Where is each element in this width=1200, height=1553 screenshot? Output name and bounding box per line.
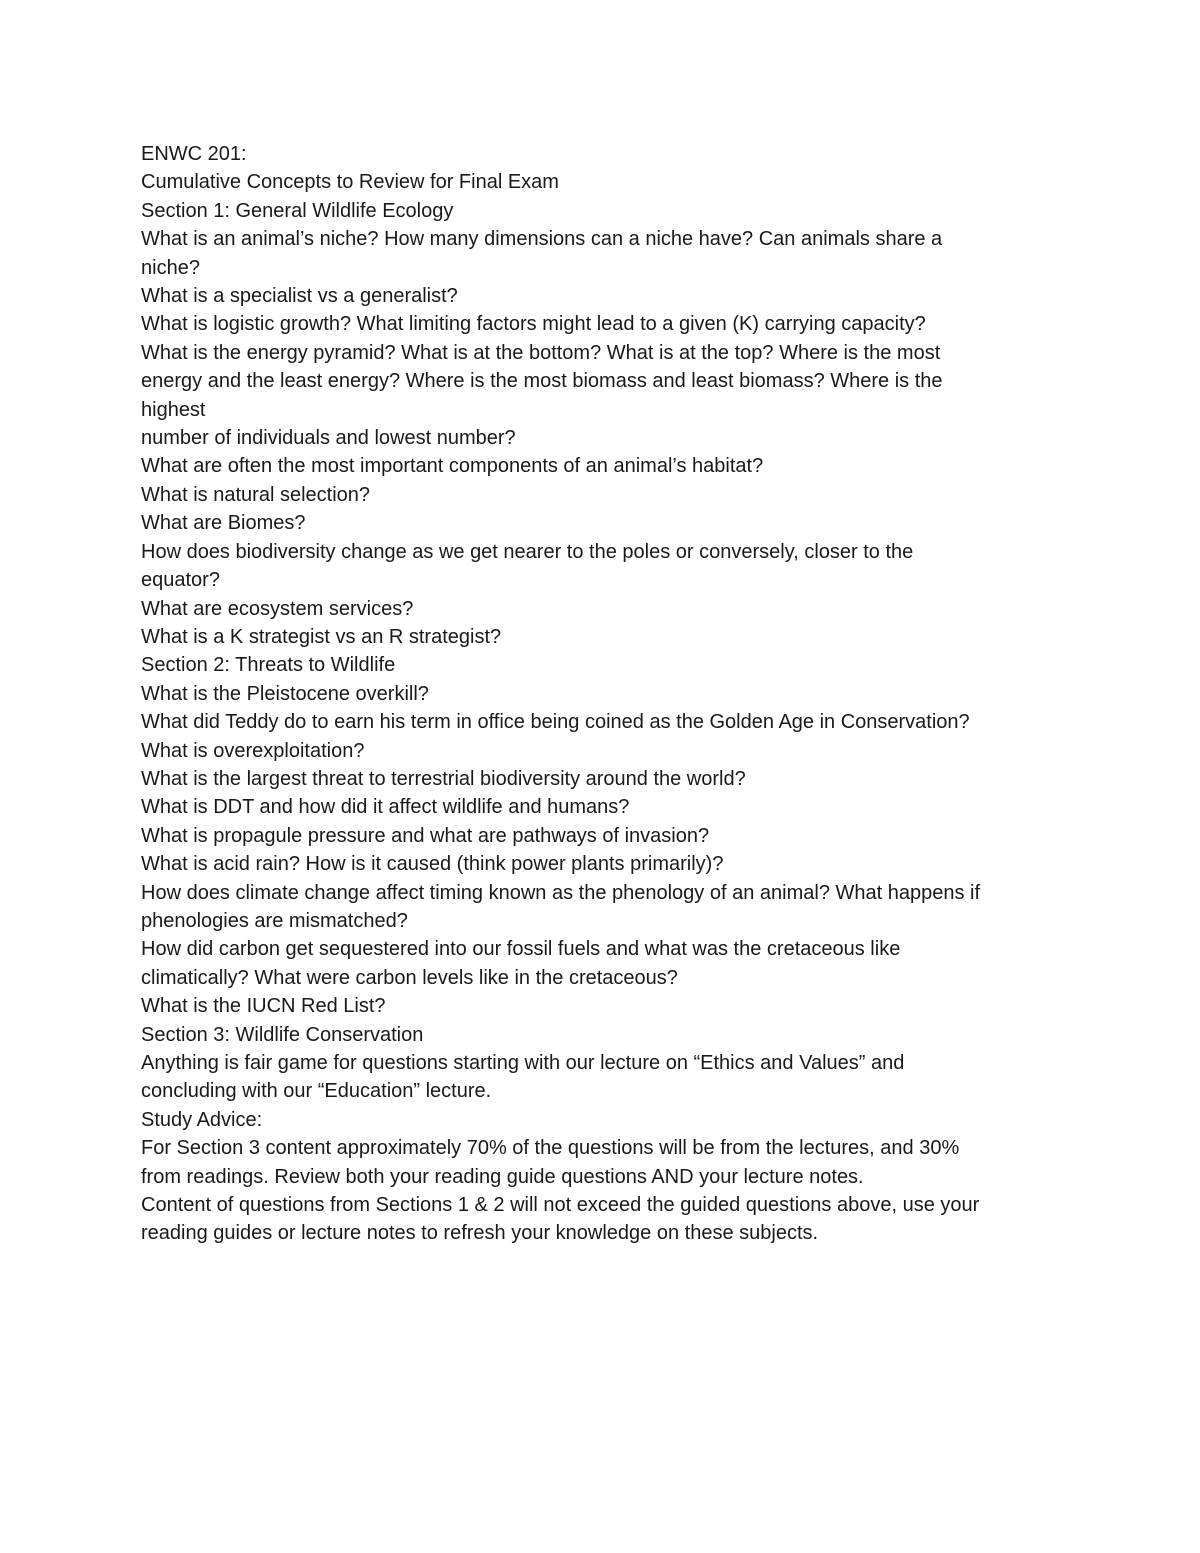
paragraph-line: from readings. Review both your reading guide questions AND your lecture notes. [141, 1165, 864, 1188]
question-line: What is the energy pyramid? What is at the bottom? What is at the top? Where is the most [141, 341, 941, 364]
section-1-questions [141, 225, 1071, 651]
section-1-heading: Section 1: General Wildlife Ecology [141, 199, 454, 222]
paragraph-line: Content of questions from Sections 1 & 2 will not exceed the guided questions above, use your [141, 1194, 980, 1217]
question-line: climatically? What were carbon levels like in the cretaceous? [141, 966, 678, 989]
section-2-heading: Section 2: Threats to Wildlife [141, 654, 396, 677]
question-line: What are Biomes? [141, 512, 306, 535]
question-line: What is the IUCN Red List? [141, 995, 386, 1018]
section-3-heading: Section 3: Wildlife Conservation [141, 1023, 424, 1046]
question-line: What is a K strategist vs an R strategist? [141, 625, 502, 648]
course-code: ENWC 201: [141, 143, 247, 165]
question-line: What is natural selection? [141, 483, 371, 506]
question-line: What is logistic growth? What limiting factors might lead to a given (K) carrying capacity? [141, 313, 926, 336]
section-3-text [141, 1049, 1071, 1106]
question-line: What is the largest threat to terrestrial biodiversity around the world? [141, 767, 746, 790]
question-line: What is a specialist vs a generalist? [141, 285, 458, 308]
question-line: What did Teddy do to earn his term in office being coined as the Golden Age in Conservation? [141, 711, 970, 734]
question-line: What is an animal’s niche? How many dimensions can a niche have? Can animals share a [141, 228, 943, 251]
question-line: What is the Pleistocene overkill? [141, 682, 429, 705]
question-line: energy and the least energy? Where is the most biomass and least biomass? Where is the [141, 370, 943, 393]
document-body [141, 140, 1071, 1248]
question-line: What are ecosystem services? [141, 597, 414, 620]
paragraph-line: concluding with our “Education” lecture. [141, 1080, 492, 1103]
question-line: What is overexploitation? [141, 739, 365, 762]
question-line: How does climate change affect timing known as the phenology of an animal? What happens if [141, 881, 981, 904]
question-line: highest [141, 398, 206, 421]
study-advice-text [141, 1134, 1071, 1248]
paragraph-line: reading guides or lecture notes to refresh your knowledge on these subjects. [141, 1222, 819, 1245]
paragraph-line: For Section 3 content approximately 70% of the questions will be from the lectures, and 30% [141, 1137, 960, 1160]
question-line: niche? [141, 256, 200, 279]
document-title: Cumulative Concepts to Review for Final Exam [141, 171, 559, 194]
question-line: number of individuals and lowest number? [141, 427, 516, 450]
question-line: How did carbon get sequestered into our fossil fuels and what was the cretaceous like [141, 938, 901, 961]
question-line: equator? [141, 569, 220, 592]
question-line: What is acid rain? How is it caused (think power plants primarily)? [141, 853, 724, 876]
question-line: What is propagule pressure and what are pathways of invasion? [141, 824, 710, 847]
question-line: phenologies are mismatched? [141, 909, 408, 932]
question-line: How does biodiversity change as we get nearer to the poles or conversely, closer to the [141, 540, 914, 563]
question-line: What is DDT and how did it affect wildlife and humans? [141, 796, 630, 819]
study-advice-heading: Study Advice: [141, 1108, 263, 1131]
paragraph-line: Anything is fair game for questions starting with our lecture on “Ethics and Values” and [141, 1052, 905, 1074]
question-line: What are often the most important components of an animal’s habitat? [141, 455, 764, 478]
section-2-questions [141, 680, 1071, 1021]
